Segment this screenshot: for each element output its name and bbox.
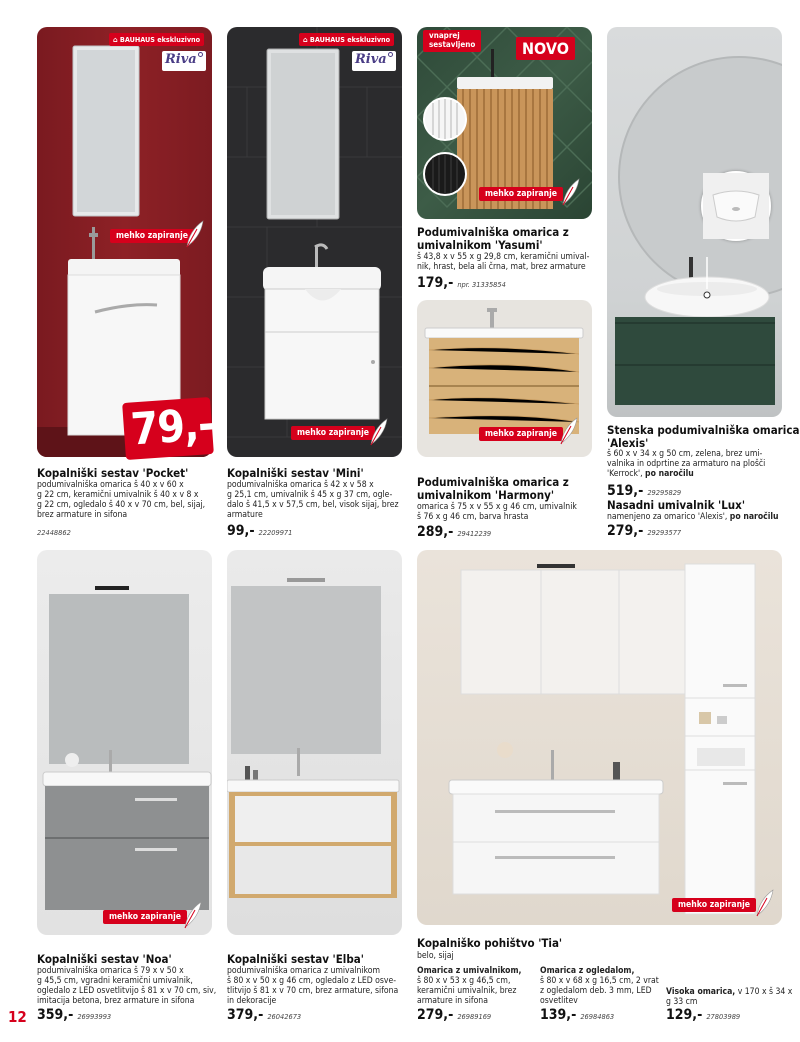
soft-close-badge: mehko zapiranje [110, 229, 194, 243]
feather-icon-3 [559, 177, 581, 207]
elba-price: 379,- 26042673 [227, 1007, 302, 1023]
mini-title: Kopalniški sestav 'Mini' [227, 466, 364, 480]
pocket-title: Kopalniški sestav 'Pocket' [37, 466, 189, 480]
bauhaus-exclusive-label: BAUHAUS ekskluzivno [119, 35, 201, 44]
tia-b-price: 139,- 26984863 [540, 1007, 615, 1023]
bauhaus-exclusive-badge-2 [299, 33, 394, 46]
pocket-desc: podumivalniška omarica š 40 x v 60 x g 22 cm, keramični umivalnik š 40 x v 8 x g 22 cm, ogledalo š 40 x v 70 cm, bel, sijaj, brez armature in sifona [37, 480, 206, 520]
preassembled-badge: vnaprej sestavljeno [423, 30, 481, 52]
riva-logo: Riva [162, 51, 206, 71]
elba-title: Kopalniški sestav 'Elba' [227, 952, 364, 966]
lux-detail-inset [701, 171, 771, 241]
harmony-desc: omarica š 75 x v 55 x g 46 cm, umivalnik š 76 x g 46 cm, barva hrasta [417, 502, 577, 522]
lux-title: Nasadni umivalnik 'Lux' [607, 498, 746, 512]
alexis-title: Stenska podumivalniška omarica 'Alexis' [607, 423, 800, 450]
noa-image [37, 550, 212, 935]
pocket-price-big: 79,- [129, 398, 216, 456]
lux-desc: namenjeno za omarico 'Alexis', po naročilu [607, 512, 779, 522]
pocket-image [37, 27, 212, 457]
page-number: 12 [8, 1008, 27, 1026]
elba-illustration [227, 550, 402, 935]
alexis-image [607, 27, 782, 417]
pocket-price-tag [122, 397, 214, 460]
yasumi-title: Podumivalniška omarica z umivalnikom 'Yasumi' [417, 225, 569, 252]
yasumi-desc: š 43,8 x v 55 x g 29,8 cm, keramični umival- nik, hrast, bela ali črna, mat, brez armature [417, 252, 590, 272]
alexis-desc: š 60 x v 34 x g 50 cm, zelena, brez umi- valnika in odprtine za armaturo na plošči 'Kerrock', po naročilu [607, 449, 766, 479]
noa-illustration [37, 550, 212, 935]
soft-close-badge-3: mehko zapiranje [479, 187, 563, 201]
tia-subtitle: belo, sijaj [417, 951, 454, 961]
lux-price: 279,- 29293577 [607, 523, 682, 539]
tia-c-desc: Visoka omarica, v 170 x š 34 x g 33 cm [666, 987, 793, 1007]
soft-close-badge-4: mehko zapiranje [479, 427, 563, 441]
alexis-price: 519,- 29295829 [607, 483, 682, 499]
mini-illustration [227, 27, 402, 457]
tia-illustration [417, 550, 782, 925]
feather-icon-5 [181, 900, 203, 930]
bauhaus-icon: ⌂ [113, 35, 120, 44]
tia-title: Kopalniško pohištvo 'Tia' [417, 936, 563, 950]
noa-desc: podumivalniška omarica š 79 x v 50 x g 45,5 cm, vgradni keramični umivalnik, ogledalo z LED osvetlitvijo š 81 x v 70 cm, siv, imitacija betona, brez armature in sifona [37, 966, 217, 1006]
soft-close-badge-5: mehko zapiranje [103, 910, 187, 924]
tia-a-desc: Omarica z umivalnikom, š 80 x v 53 x g 46,5 cm, keramični umivalnik, brez armature in sifona [417, 966, 522, 1006]
elba-desc: podumivalniška omarica z umivalnikom š 80 x v 50 x g 46 cm, ogledalo z LED osve- tlitvijo š 81 x v 70 cm, brez armature, sifona in dekoracije [227, 966, 399, 1006]
bauhaus-icon-2: ⌂ [303, 35, 310, 44]
mini-image [227, 27, 402, 457]
riva-logo-2: Riva [352, 51, 396, 71]
soft-close-badge-6: mehko zapiranje [672, 898, 756, 912]
yasumi-image [417, 27, 592, 219]
noa-price: 359,- 26993993 [37, 1007, 112, 1023]
harmony-price: 289,- 29412239 [417, 524, 492, 540]
harmony-title: Podumivalniška omarica z umivalnikom 'Harmony' [417, 475, 569, 502]
pocket-code: 22448862 [37, 528, 71, 537]
noa-title: Kopalniški sestav 'Noa' [37, 952, 172, 966]
feather-icon [183, 219, 205, 249]
bauhaus-exclusive-badge [109, 33, 204, 46]
yasumi-price: 179,- npr. 31335854 [417, 275, 506, 291]
new-badge: NOVO [516, 37, 575, 60]
bauhaus-exclusive-label-2: BAUHAUS ekskluzivno [309, 35, 391, 44]
mini-desc: podumivalniška omarica š 42 x v 58 x g 25,1 cm, umivalnik š 45 x g 37 cm, ogle- dalo š 41,5 x v 57,5 cm, bel, visok sijaj, brez armature [227, 480, 399, 520]
lux-basin-icon [703, 173, 769, 239]
feather-icon-4 [557, 416, 579, 446]
harmony-image [417, 300, 592, 457]
tia-image [417, 550, 782, 925]
tia-b-desc: Omarica z ogledalom, š 80 x v 68 x g 16,5 cm, 2 vrat z ogledalom deb. 3 mm, LED osvetlitev [540, 966, 659, 1006]
tia-c-price: 129,- 27803989 [666, 1007, 741, 1023]
mini-price: 99,- 22209971 [227, 523, 293, 539]
feather-icon-6 [753, 888, 775, 918]
soft-close-badge-2: mehko zapiranje [291, 426, 375, 440]
elba-image [227, 550, 402, 935]
feather-icon-2 [367, 417, 389, 447]
tia-a-price: 279,- 26989169 [417, 1007, 492, 1023]
